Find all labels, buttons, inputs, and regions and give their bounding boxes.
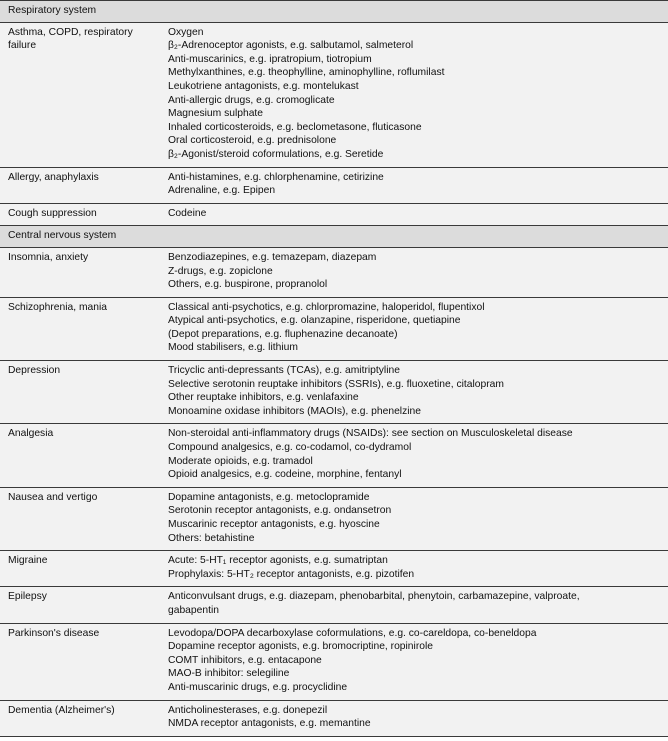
table-row xyxy=(0,297,668,360)
drug-line: Dopamine antagonists, e.g. metoclopramide xyxy=(168,491,370,503)
condition-cell: Dementia (Alzheimer's) xyxy=(0,700,160,736)
drugs-cell xyxy=(160,22,668,167)
drugs-cell xyxy=(160,551,668,587)
condition-cell: Cough suppression xyxy=(0,203,160,226)
condition-cell: Allergy, anaphylaxis xyxy=(0,167,160,203)
section-title: Central nervous system xyxy=(0,226,668,248)
drug-line: Muscarinic receptor antagonists, e.g. hyoscine xyxy=(168,519,380,530)
drug-line: Leukotriene antagonists, e.g. montelukast xyxy=(168,80,359,92)
drugs-cell xyxy=(160,361,668,424)
drug-line: NMDA receptor antagonists, e.g. memantine xyxy=(168,718,371,730)
drug-line: Moderate opioids, e.g. tramadol xyxy=(168,455,313,467)
drug-line: β₂-Agonist/steroid coformulations, e.g. Seretide xyxy=(168,148,384,160)
table-row xyxy=(0,487,668,550)
drug-line: Compound analgesics, e.g. co-codamol, co-dydramol xyxy=(168,442,412,454)
drug-line: Tricyclic anti-depressants (TCAs), e.g. amitriptyline xyxy=(168,365,400,377)
drug-line: Anti-muscarinic drugs, e.g. procyclidine xyxy=(168,681,348,693)
condition-cell: Depression xyxy=(0,361,160,424)
condition-cell: Analgesia xyxy=(0,424,160,487)
drugs-cell xyxy=(160,700,668,736)
drug-line: Classical anti-psychotics, e.g. chlorpromazine, haloperidol, flupentixol xyxy=(168,301,485,313)
drug-line: Monoamine oxidase inhibitors (MAOIs), e.g. phenelzine xyxy=(168,405,421,417)
drug-line: Mood stabilisers, e.g. lithium xyxy=(168,342,298,354)
section-header-respiratory-system xyxy=(0,1,668,23)
drug-line: Levodopa/DOPA decarboxylase coformulations, e.g. co-careldopa, co-beneldopa xyxy=(168,627,537,639)
condition-cell: Asthma, COPD, respiratory failure xyxy=(0,22,160,167)
table-row xyxy=(0,587,668,623)
drug-line: Anti-histamines, e.g. chlorphenamine, cetirizine xyxy=(168,171,384,183)
drug-line: Benzodiazepines, e.g. temazepam, diazepam xyxy=(168,251,377,263)
drugs-cell xyxy=(160,167,668,203)
condition-cell: Insomnia, anxiety xyxy=(0,247,160,297)
drug-line: Anti-muscarinics, e.g. ipratropium, tiotropium xyxy=(168,53,372,65)
condition-cell: Schizophrenia, mania xyxy=(0,297,160,360)
condition-cell: Epilepsy xyxy=(0,587,160,623)
drug-line: Prophylaxis: 5-HT₂ receptor antagonists, e.g. pizotifen xyxy=(168,568,415,580)
drug-line: Magnesium sulphate xyxy=(168,108,264,120)
table-row xyxy=(0,203,668,226)
condition-cell: Nausea and vertigo xyxy=(0,487,160,550)
drug-line: Oxygen xyxy=(168,26,204,38)
table-row xyxy=(0,424,668,487)
drug-line: Non-steroidal anti-inflammatory drugs (NSAIDs): see section on Musculoskeletal disease xyxy=(168,428,573,440)
drug-line: Z-drugs, e.g. zopiclone xyxy=(168,265,273,277)
section-header-central-nervous-system xyxy=(0,226,668,248)
drug-line: Other reuptake inhibitors, e.g. venlafaxine xyxy=(168,392,359,404)
condition-cell: Migraine xyxy=(0,551,160,587)
drug-line: Opioid analgesics, e.g. codeine, morphine, fentanyl xyxy=(168,469,402,481)
drug-line: β₂-Adrenoceptor agonists, e.g. salbutamol, salmeterol xyxy=(168,40,414,52)
drug-line: Anticonvulsant drugs, e.g. diazepam, phenobarbital, phenytoin, carbamazepine, valproate, xyxy=(168,591,580,603)
drug-line: MAO-B inhibitor: selegiline xyxy=(168,668,290,680)
drugs-cell xyxy=(160,487,668,550)
table-row xyxy=(0,247,668,297)
drug-line: Others: betahistine xyxy=(168,532,255,544)
table-body xyxy=(0,1,668,737)
drug-line: Oral corticosteroid, e.g. prednisolone xyxy=(168,135,337,147)
drug-line: Dopamine receptor agonists, e.g. bromocriptine, ropinirole xyxy=(168,641,433,653)
drugs-cell xyxy=(160,623,668,700)
drugs-cell xyxy=(160,247,668,297)
drug-line: Codeine xyxy=(168,207,207,219)
drug-line: Adrenaline, e.g. Epipen xyxy=(168,185,276,197)
table-row xyxy=(0,623,668,700)
drug-line: Anti-allergic drugs, e.g. cromoglicate xyxy=(168,94,335,106)
drug-line: Inhaled corticosteroids, e.g. beclometasone, fluticasone xyxy=(168,121,422,133)
drug-line: Serotonin receptor antagonists, e.g. ondansetron xyxy=(168,505,392,517)
table-row xyxy=(0,167,668,203)
table-row xyxy=(0,551,668,587)
drug-line: Anticholinesterases, e.g. donepezil xyxy=(168,704,328,716)
drug-line: (Depot preparations, e.g. fluphenazine decanoate) xyxy=(168,328,398,340)
drugs-cell xyxy=(160,297,668,360)
drug-line: Others, e.g. buspirone, propranolol xyxy=(168,279,328,291)
table-row xyxy=(0,700,668,736)
drug-line: Atypical anti-psychotics, e.g. olanzapine, risperidone, quetiapine xyxy=(168,315,461,327)
drug-line: gabapentin xyxy=(168,604,219,616)
section-title: Respiratory system xyxy=(0,1,668,23)
drug-line: Acute: 5-HT₁ receptor agonists, e.g. sumatriptan xyxy=(168,555,388,567)
drug-line: Selective serotonin reuptake inhibitors (SSRIs), e.g. fluoxetine, citalopram xyxy=(168,378,504,390)
drugs-cell xyxy=(160,587,668,623)
drug-line: Methylxanthines, e.g. theophylline, aminophylline, roflumilast xyxy=(168,67,445,79)
drugs-cell xyxy=(160,203,668,226)
condition-cell: Parkinson's disease xyxy=(0,623,160,700)
drugs-cell xyxy=(160,424,668,487)
table-row xyxy=(0,361,668,424)
table-row xyxy=(0,22,668,167)
drug-line: COMT inhibitors, e.g. entacapone xyxy=(168,654,322,666)
